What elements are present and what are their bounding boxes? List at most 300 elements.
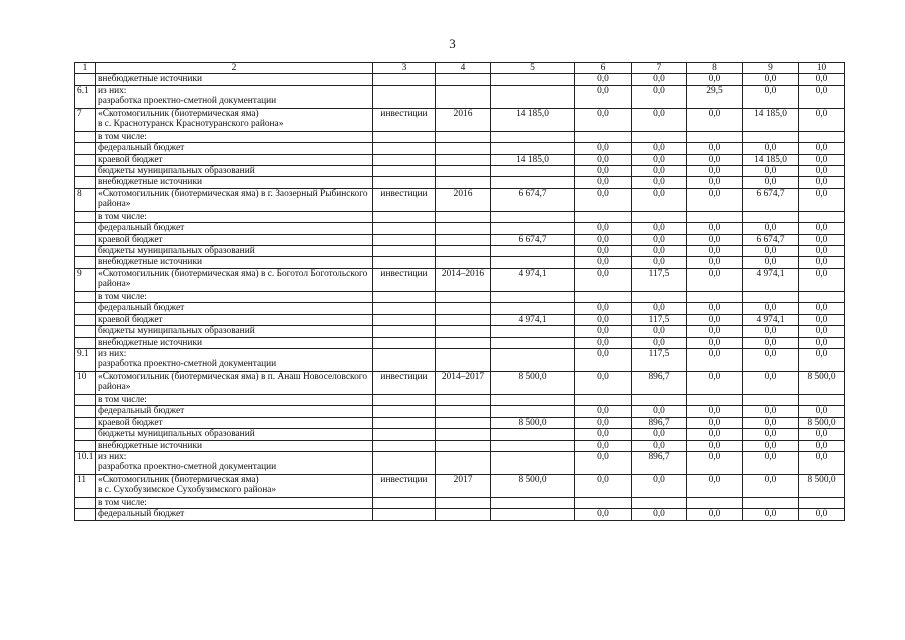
year-value-cell: 0,0 (632, 509, 687, 520)
type-cell (373, 223, 436, 234)
type-cell (373, 314, 436, 325)
total-cell (491, 303, 575, 314)
year-value-cell: 0,0 (687, 246, 743, 257)
column-header: 6 (575, 63, 632, 74)
period-cell (436, 429, 491, 440)
table-row (75, 257, 845, 268)
table-row (75, 268, 845, 291)
year-value-cell: 0,0 (575, 154, 632, 165)
year-value-cell: 896,7 (632, 371, 687, 394)
year-value-cell: 0,0 (743, 440, 799, 451)
year-value-cell: 0,0 (743, 348, 799, 371)
type-cell (373, 440, 436, 451)
year-value-cell: 0,0 (575, 314, 632, 325)
period-cell (436, 417, 491, 428)
year-value-cell: 0,0 (575, 74, 632, 85)
year-value-cell: 0,0 (743, 417, 799, 428)
year-value-cell: 0,0 (575, 337, 632, 348)
type-cell (373, 497, 436, 508)
column-header: 3 (373, 63, 436, 74)
year-value-cell: 0,0 (632, 303, 687, 314)
total-cell (491, 246, 575, 257)
row-number-cell (75, 429, 96, 440)
year-value-cell: 0,0 (687, 177, 743, 188)
period-cell (436, 291, 491, 302)
year-value-cell: 0,0 (799, 406, 845, 417)
row-number-cell: 9.1 (75, 348, 96, 371)
table-row (75, 234, 845, 245)
table-row (75, 348, 845, 371)
row-number-cell (75, 417, 96, 428)
total-cell: 14 185,0 (491, 108, 575, 131)
year-value-cell: 0,0 (632, 326, 687, 337)
period-cell (436, 223, 491, 234)
row-number-cell: 10.1 (75, 451, 96, 474)
column-header: 7 (632, 63, 687, 74)
item-name-cell: «Скотомогильник (биотермическая яма) в г. Заозерный Рыбинского района» (96, 188, 373, 211)
total-cell: 8 500,0 (491, 474, 575, 497)
year-value-cell: 0,0 (632, 143, 687, 154)
item-name-cell: в том числе: (96, 394, 373, 405)
year-value-cell: 0,0 (799, 337, 845, 348)
item-name-cell: федеральный бюджет (96, 509, 373, 520)
item-name-cell: федеральный бюджет (96, 223, 373, 234)
table-row (75, 246, 845, 257)
year-value-cell: 0,0 (799, 177, 845, 188)
year-value-cell: 0,0 (799, 143, 845, 154)
type-cell (373, 154, 436, 165)
row-number-cell (75, 257, 96, 268)
row-number-cell (75, 177, 96, 188)
type-cell: инвестиции (373, 268, 436, 291)
year-value-cell: 0,0 (799, 440, 845, 451)
year-value-cell: 0,0 (743, 509, 799, 520)
year-value-cell: 0,0 (743, 246, 799, 257)
period-cell (436, 85, 491, 108)
item-name-cell: краевой бюджет (96, 417, 373, 428)
total-cell (491, 394, 575, 405)
year-value-cell (743, 291, 799, 302)
year-value-cell: 29,5 (687, 85, 743, 108)
year-value-cell: 0,0 (743, 177, 799, 188)
year-value-cell: 0,0 (575, 440, 632, 451)
year-value-cell (687, 497, 743, 508)
item-name-cell: федеральный бюджет (96, 143, 373, 154)
year-value-cell: 0,0 (575, 406, 632, 417)
year-value-cell: 0,0 (632, 85, 687, 108)
table-row (75, 211, 845, 222)
item-name-cell: в том числе: (96, 497, 373, 508)
row-number-cell: 9 (75, 268, 96, 291)
year-value-cell: 0,0 (687, 429, 743, 440)
period-cell (436, 440, 491, 451)
period-cell (436, 143, 491, 154)
year-value-cell: 8 500,0 (799, 371, 845, 394)
total-cell (491, 177, 575, 188)
row-number-cell (75, 440, 96, 451)
item-name-cell: бюджеты муниципальных образований (96, 326, 373, 337)
type-cell: инвестиции (373, 371, 436, 394)
total-cell (491, 291, 575, 302)
type-cell (373, 177, 436, 188)
item-name-cell: внебюджетные источники (96, 74, 373, 85)
year-value-cell: 0,0 (575, 85, 632, 108)
total-cell (491, 257, 575, 268)
year-value-cell: 117,5 (632, 268, 687, 291)
period-cell (436, 131, 491, 142)
year-value-cell: 0,0 (575, 143, 632, 154)
year-value-cell: 0,0 (575, 108, 632, 131)
year-value-cell: 0,0 (632, 440, 687, 451)
table-row (75, 303, 845, 314)
year-value-cell (687, 394, 743, 405)
total-cell (491, 85, 575, 108)
year-value-cell: 0,0 (632, 166, 687, 177)
type-cell (373, 406, 436, 417)
year-value-cell: 0,0 (687, 348, 743, 371)
row-number-cell (75, 326, 96, 337)
total-cell (491, 223, 575, 234)
row-number-cell (75, 303, 96, 314)
total-cell (491, 429, 575, 440)
table-row (75, 337, 845, 348)
item-name-cell: в том числе: (96, 131, 373, 142)
period-cell (436, 348, 491, 371)
table-row (75, 131, 845, 142)
year-value-cell: 0,0 (743, 303, 799, 314)
year-value-cell: 0,0 (799, 257, 845, 268)
row-number-cell (75, 154, 96, 165)
row-number-cell (75, 143, 96, 154)
row-number-cell (75, 166, 96, 177)
year-value-cell: 0,0 (743, 143, 799, 154)
year-value-cell: 0,0 (575, 177, 632, 188)
year-value-cell: 0,0 (687, 371, 743, 394)
year-value-cell: 0,0 (687, 314, 743, 325)
type-cell (373, 85, 436, 108)
year-value-cell: 0,0 (799, 348, 845, 371)
year-value-cell: 0,0 (799, 85, 845, 108)
item-name-cell: краевой бюджет (96, 154, 373, 165)
year-value-cell: 0,0 (743, 337, 799, 348)
year-value-cell: 14 185,0 (743, 154, 799, 165)
period-cell (436, 154, 491, 165)
table-row (75, 371, 845, 394)
year-value-cell: 0,0 (687, 234, 743, 245)
year-value-cell: 0,0 (799, 166, 845, 177)
table-row (75, 223, 845, 234)
period-cell (436, 406, 491, 417)
page-number: 3 (449, 36, 456, 51)
year-value-cell (799, 211, 845, 222)
period-cell: 2017 (436, 474, 491, 497)
year-value-cell: 0,0 (687, 108, 743, 131)
item-name-cell: в том числе: (96, 291, 373, 302)
period-cell: 2014–2017 (436, 371, 491, 394)
year-value-cell: 0,0 (743, 451, 799, 474)
table-row (75, 143, 845, 154)
row-number-cell: 7 (75, 108, 96, 131)
type-cell (373, 234, 436, 245)
period-cell (436, 303, 491, 314)
period-cell (436, 337, 491, 348)
year-value-cell: 0,0 (687, 268, 743, 291)
year-value-cell: 0,0 (799, 314, 845, 325)
row-number-cell: 10 (75, 371, 96, 394)
year-value-cell: 0,0 (799, 74, 845, 85)
year-value-cell (632, 131, 687, 142)
year-value-cell (743, 211, 799, 222)
type-cell (373, 131, 436, 142)
year-value-cell: 0,0 (575, 509, 632, 520)
table-row (75, 85, 845, 108)
period-cell: 2016 (436, 108, 491, 131)
table-row (75, 291, 845, 302)
period-cell (436, 257, 491, 268)
year-value-cell: 0,0 (632, 429, 687, 440)
year-value-cell: 0,0 (687, 257, 743, 268)
year-value-cell: 0,0 (799, 234, 845, 245)
type-cell (373, 143, 436, 154)
year-value-cell: 6 674,7 (743, 234, 799, 245)
item-name-cell: из них: разработка проектно-сметной документации (96, 348, 373, 371)
column-header: 10 (799, 63, 845, 74)
year-value-cell: 0,0 (575, 234, 632, 245)
year-value-cell (743, 394, 799, 405)
year-value-cell: 0,0 (743, 474, 799, 497)
table-row (75, 417, 845, 428)
year-value-cell (687, 131, 743, 142)
year-value-cell: 0,0 (687, 337, 743, 348)
year-value-cell: 0,0 (687, 143, 743, 154)
column-header: 4 (436, 63, 491, 74)
table-row (75, 177, 845, 188)
year-value-cell: 0,0 (632, 474, 687, 497)
period-cell (436, 177, 491, 188)
type-cell (373, 246, 436, 257)
year-value-cell: 0,0 (743, 257, 799, 268)
column-header: 1 (75, 63, 96, 74)
table-row (75, 74, 845, 85)
year-value-cell: 4 974,1 (743, 268, 799, 291)
row-number-cell (75, 291, 96, 302)
total-cell: 6 674,7 (491, 234, 575, 245)
type-cell (373, 429, 436, 440)
year-value-cell: 0,0 (687, 406, 743, 417)
year-value-cell: 0,0 (575, 303, 632, 314)
row-number-cell (75, 337, 96, 348)
year-value-cell: 0,0 (799, 326, 845, 337)
table-row (75, 440, 845, 451)
item-name-cell: «Скотомогильник (биотермическая яма) в п. Анаш Новоселовского района» (96, 371, 373, 394)
year-value-cell: 0,0 (687, 474, 743, 497)
year-value-cell: 6 674,7 (743, 188, 799, 211)
item-name-cell: краевой бюджет (96, 234, 373, 245)
total-cell: 4 974,1 (491, 314, 575, 325)
year-value-cell: 0,0 (799, 246, 845, 257)
row-number-cell (75, 314, 96, 325)
year-value-cell: 0,0 (632, 234, 687, 245)
year-value-cell (632, 291, 687, 302)
total-cell (491, 143, 575, 154)
year-value-cell: 0,0 (687, 303, 743, 314)
type-cell (373, 303, 436, 314)
item-name-cell: внебюджетные источники (96, 257, 373, 268)
year-value-cell: 0,0 (632, 257, 687, 268)
total-cell (491, 131, 575, 142)
type-cell (373, 74, 436, 85)
year-value-cell: 0,0 (743, 74, 799, 85)
year-value-cell: 0,0 (575, 268, 632, 291)
table-row (75, 406, 845, 417)
year-value-cell (632, 211, 687, 222)
row-number-cell (75, 246, 96, 257)
type-cell (373, 394, 436, 405)
year-value-cell: 0,0 (632, 406, 687, 417)
year-value-cell (632, 497, 687, 508)
column-header: 5 (491, 63, 575, 74)
period-cell (436, 509, 491, 520)
year-value-cell (575, 131, 632, 142)
total-cell (491, 497, 575, 508)
year-value-cell: 0,0 (632, 337, 687, 348)
year-value-cell (799, 291, 845, 302)
year-value-cell: 0,0 (575, 417, 632, 428)
year-value-cell: 0,0 (799, 451, 845, 474)
year-value-cell (799, 131, 845, 142)
table-row (75, 451, 845, 474)
table-row (75, 154, 845, 165)
year-value-cell: 0,0 (799, 223, 845, 234)
year-value-cell: 0,0 (687, 154, 743, 165)
year-value-cell: 0,0 (687, 509, 743, 520)
period-cell (436, 314, 491, 325)
year-value-cell: 896,7 (632, 417, 687, 428)
total-cell (491, 337, 575, 348)
year-value-cell: 4 974,1 (743, 314, 799, 325)
year-value-cell: 0,0 (687, 74, 743, 85)
year-value-cell: 0,0 (632, 108, 687, 131)
year-value-cell: 0,0 (799, 108, 845, 131)
total-cell (491, 451, 575, 474)
table-row (75, 509, 845, 520)
period-cell (436, 74, 491, 85)
item-name-cell: «Скотомогильник (биотермическая яма) в с. Краснотуранск Краснотуранского района» (96, 108, 373, 131)
year-value-cell: 0,0 (743, 85, 799, 108)
year-value-cell: 0,0 (575, 474, 632, 497)
row-number-cell (75, 406, 96, 417)
year-value-cell: 0,0 (575, 188, 632, 211)
total-cell (491, 74, 575, 85)
year-value-cell: 896,7 (632, 451, 687, 474)
year-value-cell: 0,0 (575, 371, 632, 394)
year-value-cell (575, 211, 632, 222)
year-value-cell: 0,0 (743, 406, 799, 417)
year-value-cell (799, 394, 845, 405)
row-number-cell (75, 74, 96, 85)
total-cell (491, 348, 575, 371)
table-row (75, 394, 845, 405)
table-row (75, 188, 845, 211)
year-value-cell: 0,0 (575, 166, 632, 177)
row-number-cell (75, 211, 96, 222)
item-name-cell: краевой бюджет (96, 314, 373, 325)
total-cell (491, 211, 575, 222)
total-cell: 14 185,0 (491, 154, 575, 165)
year-value-cell: 0,0 (632, 246, 687, 257)
year-value-cell: 0,0 (743, 166, 799, 177)
year-value-cell: 0,0 (632, 154, 687, 165)
type-cell: инвестиции (373, 474, 436, 497)
year-value-cell: 0,0 (743, 223, 799, 234)
total-cell (491, 406, 575, 417)
year-value-cell (632, 394, 687, 405)
year-value-cell: 0,0 (687, 166, 743, 177)
table-row (75, 326, 845, 337)
type-cell: инвестиции (373, 108, 436, 131)
total-cell: 8 500,0 (491, 417, 575, 428)
total-cell (491, 166, 575, 177)
type-cell (373, 166, 436, 177)
item-name-cell: федеральный бюджет (96, 303, 373, 314)
year-value-cell: 0,0 (799, 303, 845, 314)
row-number-cell (75, 234, 96, 245)
year-value-cell: 0,0 (799, 429, 845, 440)
period-cell (436, 497, 491, 508)
item-name-cell: бюджеты муниципальных образований (96, 246, 373, 257)
total-cell (491, 326, 575, 337)
year-value-cell (743, 497, 799, 508)
item-name-cell: внебюджетные источники (96, 337, 373, 348)
table-row (75, 429, 845, 440)
type-cell (373, 337, 436, 348)
year-value-cell: 0,0 (687, 417, 743, 428)
year-value-cell (799, 497, 845, 508)
column-header: 2 (96, 63, 373, 74)
year-value-cell: 0,0 (575, 451, 632, 474)
year-value-cell: 0,0 (687, 223, 743, 234)
total-cell (491, 509, 575, 520)
year-value-cell: 0,0 (632, 223, 687, 234)
period-cell (436, 451, 491, 474)
item-name-cell: бюджеты муниципальных образований (96, 429, 373, 440)
total-cell: 4 974,1 (491, 268, 575, 291)
item-name-cell: бюджеты муниципальных образований (96, 166, 373, 177)
period-cell (436, 394, 491, 405)
type-cell (373, 348, 436, 371)
budget-table (74, 62, 845, 521)
year-value-cell: 0,0 (799, 268, 845, 291)
total-cell: 6 674,7 (491, 188, 575, 211)
year-value-cell: 0,0 (743, 371, 799, 394)
year-value-cell: 0,0 (575, 326, 632, 337)
total-cell (491, 440, 575, 451)
type-cell (373, 291, 436, 302)
table-row (75, 497, 845, 508)
year-value-cell: 0,0 (743, 326, 799, 337)
item-name-cell: «Скотомогильник (биотермическая яма) в с. Боготол Боготольского района» (96, 268, 373, 291)
row-number-cell (75, 509, 96, 520)
year-value-cell (575, 291, 632, 302)
year-value-cell: 117,5 (632, 348, 687, 371)
year-value-cell (575, 497, 632, 508)
item-name-cell: федеральный бюджет (96, 406, 373, 417)
row-number-cell (75, 131, 96, 142)
type-cell (373, 417, 436, 428)
year-value-cell (687, 211, 743, 222)
year-value-cell: 8 500,0 (799, 474, 845, 497)
year-value-cell: 0,0 (575, 429, 632, 440)
